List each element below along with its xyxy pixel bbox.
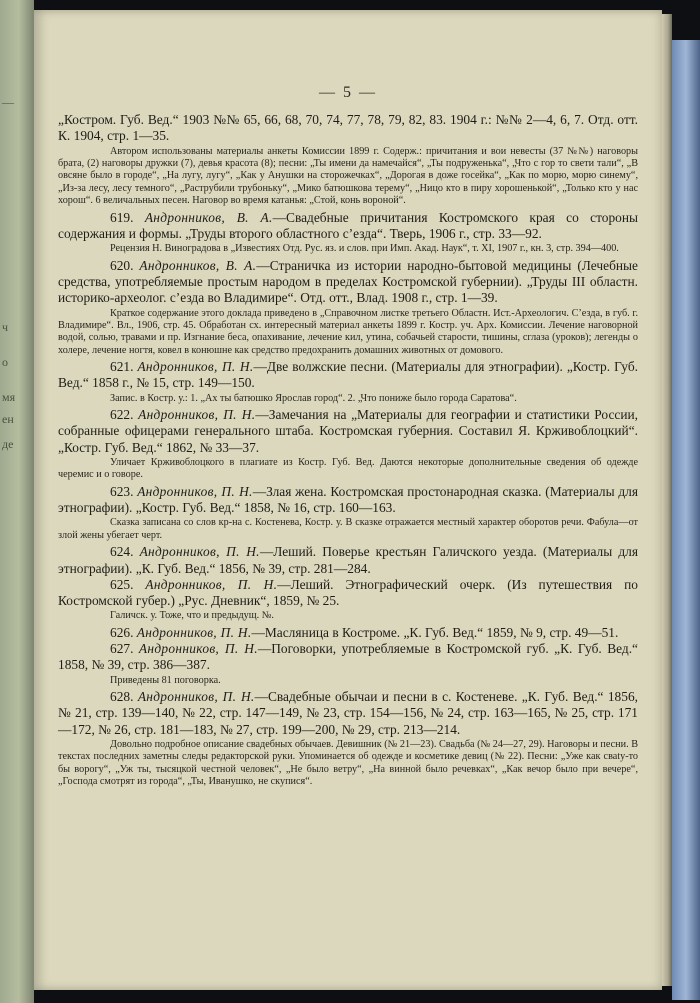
entry-number: 620. [110,257,140,273]
entry-author: Андронников, В. А. [144,209,273,225]
entry-annotation: Приведены 81 поговорка. [110,674,221,686]
entry-author: Андронников, П. Н. [137,483,253,499]
entry-author: Андронников, П. Н. [137,359,254,375]
entry-author: Андронников, П. Н. [138,407,256,423]
entry-number: 622. [110,407,139,423]
entry-number: 623. [110,483,138,499]
entry-title: —Замечания на „Материалы для географии и статистики России, собранные офицерами генерального штаба. Костромская губерния. Составил Я. Крживоблоцкий“. „Костр. Губ. Вед.“ 1862, № 33—37. [58,407,639,455]
left-page-text-fragment: о [2,355,8,369]
entry-title: —Две волжские песни. (Материалы для этнографии). „Костр. Губ. Вед.“ 1858 г., № 15, стр. 149—150. [58,359,638,391]
entry-annotation: Довольно подробное описание свадебных обычаев. Девишник (№ 21—23). Свадьба (№ 24—27, 29). Наговоры и песни. В текстах последних заметны следы редакторской руки. Упоминается об одежде и косметике девиц (№ 22). Песни: „Уже как сваty-то бы ворогу“, „Уж ты, тысяцкой честной человек“, „Не было ветру“, „На винной было речевках“, „Как вечор было при вечере“, „Господа смотрят из города“, „Ты, Иванушко, не скупися“. [58,739,638,788]
entry-annotation: Краткое содержание этого доклада приведено в „Справочном листке третьего Областн. Ист.-Археологич. С’езда, в губ. г. Владимире“. Вл., 1906, стр. 45. Обработан сх. интересный материал анкеты 1899 г. Костр. уч. Арх. Комиссии. Лечение наговорной водой, солью, травами и пр. Изгнание беса, опахивание, лечение кил, утина, собачьей старости, тишины, сглаза (уроков); легенды о холере, лечение ногтя, ковел в конюшне как средство предохранить домашних животных от домового. [58,307,638,356]
entry-title: —Злая жена. Костромская простонародная сказка. (Материалы для этнографии). „Костр. Губ. Вед.“ 1858, № 16, стр. 160—163. [58,483,639,516]
bibliography-entry: „Костром. Губ. Вед.“ 1903 №№ 65, 66, 68, 70, 74, 77, 78, 79, 82, 83. 1904 г.: №№ 2—4, 6, 7. Отд. отт. К. 1904, стр. 1—35. [58,112,638,144]
left-page-edge [0,0,34,1003]
entry-title: —Леший. Этнографический очерк. (Из путешествия по Костромской губер.) „Рус. Дневник“, 1859, № 25. [58,576,638,609]
entry-number: 628. [110,689,138,705]
page-number: — 5 — [319,84,377,101]
entry-number: 625. [110,576,146,592]
entry-author: Андронников, П. Н. [139,544,260,560]
entry-title: —Масляница в Костроме. „К. Губ. Вед.“ 1859, № 9, стр. 49—51. [251,624,619,640]
entry-number: 619. [110,209,145,225]
page-content [58,10,638,791]
entry-author: Андронников, П. Н. [138,641,258,657]
bibliography-entry [58,544,638,577]
entry-author: Андронников, В. А. [139,257,257,273]
left-page-text-fragment: — [2,95,14,109]
book-cover-edge [672,40,700,1000]
page-stack-edge [662,14,672,986]
bibliography-entry [58,577,638,610]
left-page-text-fragment: мя [2,390,16,404]
bibliography-entry [58,407,638,456]
left-page-text-fragment: ч [2,320,9,334]
bibliography-entry [58,641,638,674]
entry-author: Андронников, П. Н. [145,576,278,592]
bibliography-entry [58,625,638,641]
entry-annotation: Автором использованы материалы анкеты Комиссии 1899 г. Содерж.: причитания и вои невесты (37 №№) наговоры брата, (2) наговоры дружки (7), девья красота (8); песни: „Ты имени да намечайся“, „Ты подруженька“, „Что с гор то свети тали“, „В овсяне было в городе“, „На лугу, лугу“, „Как у Анушки на сторожечках“, „Дорогая в доже госейка“, „Как по морю, морю синему“, „Из-за лесу, лесу темного“, „Раструбили трубоньку“, „Мико батюшкова терему“, „Ницо кто в пиру хорошенькой“, „Только кто у нас хорош“. 6 величальных песен. Наговор во время катанья: „Стой, конь вороной“. [58,145,638,207]
entry-annotation: Сказка записана со слов кр-на с. Костенева, Костр. у. В сказке отражается местный характер оборотов речи. Фабула—от злой жены убегает черт. [58,517,638,541]
entry-number: 627. [110,641,139,657]
entry-annotation: Уличает Крживоблоцкого в плагиате из Костр. Губ. Вед. Даются некоторые дополнительные сведения об одежде черемис и о говоре. [58,457,638,481]
left-page-text-fragment: де [2,437,14,451]
bibliography-entry [58,484,638,517]
entry-title: —Леший. Поверье крестьян Галичского уезда. (Материалы для этнографии). „К. Губ. Вед.“ 1856, № 39, стр. 281—284. [58,544,638,576]
entry-title: —Свадебные обычаи и песни в с. Костеневе. „К. Губ. Вед.“ 1856, № 21, стр. 139—140, № 22, стр. 147—149, № 23, стр. 154—156, № 24, стр. 163—165, № 25, стр. 171—172, № 26, стр. 181—183, № 27, стр. 199—200, № 29, стр. 213—214. [58,689,638,737]
entry-title: —Поговорки, употребляемые в Костромской губ. „К. Губ. Вед.“ 1858, № 39, стр. 386—387. [58,641,638,673]
entry-title: —Свадебные причитания Костромского края со стороны содержания и формы. „Труды второго областного с’езда“. Тверь, 1906 г., стр. 33—92. [58,209,639,241]
bibliography-entry [58,359,638,392]
entry-number: 621. [110,359,138,375]
entry-title: —Страничка из истории народно-бытовой медицины (Лечебные средства, употребляемые простым народом в пределах Костромской губернии). „Труды III областн. историко-археолог. с’езда во Владимире“. Отд. отт., Влад. 1908 г., стр. 1—39. [58,257,638,306]
entry-number: 626. [110,624,137,640]
entry-author: Андронников, П. Н. [136,624,252,640]
book-page [34,10,662,990]
bibliography-entry [58,258,638,307]
entry-annotation: Запис. в Костр. у.: 1. „Ах ты батюшко Ярослав город“. 2. „Что пониже было города Саратова“. [110,392,517,404]
bibliography-entry [58,210,638,243]
entry-author: Андронников, П. Н. [137,689,255,705]
left-page-text-fragment: ен [2,412,14,426]
entry-number: 624. [110,544,140,560]
entry-annotation: Рецензия Н. Виноградова в „Известиях Отд. Рус. яз. и слов. при Имп. Акад. Наук“, т. XI, 1907 г., кн. 3, стр. 394—400. [110,243,619,255]
entry-annotation: Галичск. у. Тоже, что и предыдущ. №. [110,610,274,622]
bibliography-entry [58,689,638,738]
